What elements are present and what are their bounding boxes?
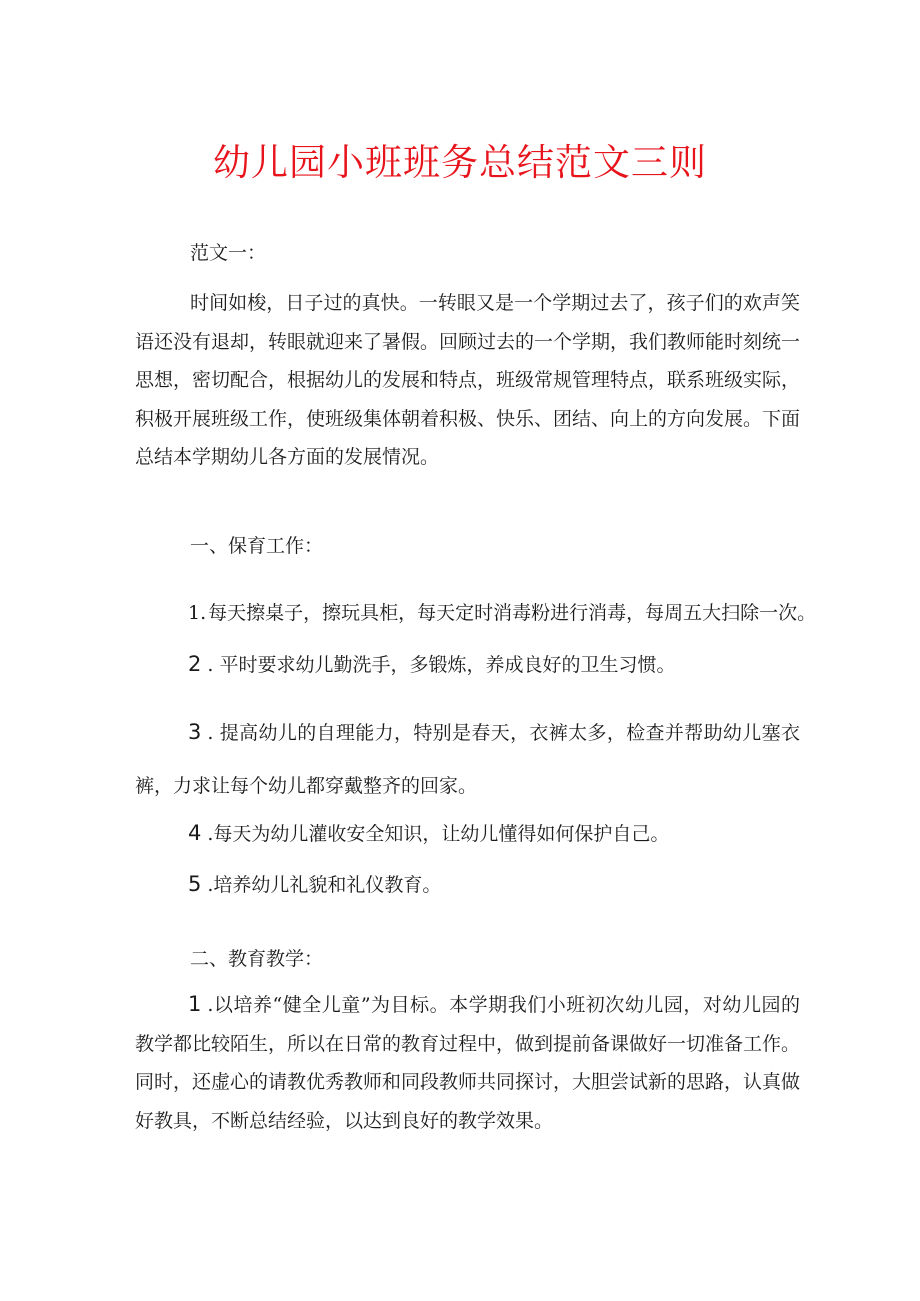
list-item-number: 3	[188, 720, 202, 744]
list-item-number: 5	[188, 872, 202, 896]
document-title: 幼儿园小班班务总结范文三则	[213, 141, 707, 184]
list-item-text: .以培养“健全儿童”为目标。本学期我们小班初次幼儿园，对幼儿园的教学都比较陌生，所以在日常的教育过程中，做到提前备课做好一切准备工作。同时，还虚心的请教优秀教师和同段教师共同探讨，大胆尝试新的思路，认真做好教具，不断总结经验，以达到良好的教学效果。	[135, 994, 801, 1132]
list-item-text: .培养幼儿礼貌和礼仪教育。	[207, 874, 442, 896]
list-item	[188, 649, 675, 680]
section-1-heading: 一、保育工作：	[190, 535, 324, 557]
list-item-number: 2	[188, 652, 202, 676]
list-item-number: 4	[188, 821, 202, 845]
list-item	[188, 869, 441, 900]
list-item	[135, 985, 800, 1140]
list-item-number: 1.	[188, 602, 207, 624]
list-item-text: . 平时要求幼儿勤洗手，多锻炼，养成良好的卫生习惯。	[207, 654, 676, 676]
list-item	[188, 598, 816, 628]
list-item	[135, 706, 800, 813]
list-item-text: 每天擦桌子，擦玩具柜，每天定时消毒粉进行消毒，每周五大扫除一次。	[208, 602, 817, 624]
intro-paragraph: 时间如梭，日子过的真快。一转眼又是一个学期过去了，孩子们的欢声笑语还没有退却，转眼就迎来了暑假。回顾过去的一个学期，我们教师能时刻统一思想，密切配合，根据幼儿的发展和特点，班级常规管理特点，联系班级实际，积极开展班级工作，使班级集体朝着积极、快乐、团结、向上的方向发展。下面总结本学期幼儿各方面的发展情况。	[135, 292, 801, 468]
section-2-heading: 二、教育教学：	[190, 948, 324, 970]
list-item-text: . 提高幼儿的自理能力，特别是春天，衣裤太多，检查并帮助幼儿塞衣裤，力求让每个幼儿都穿戴整齐的回家。	[135, 722, 800, 797]
list-item	[188, 818, 669, 849]
list-item-number: 1	[188, 992, 202, 1016]
sample-heading: 范文一：	[190, 242, 267, 264]
list-item-text: .每天为幼儿灌收安全知识，让幼儿懂得如何保护自己。	[207, 823, 670, 845]
